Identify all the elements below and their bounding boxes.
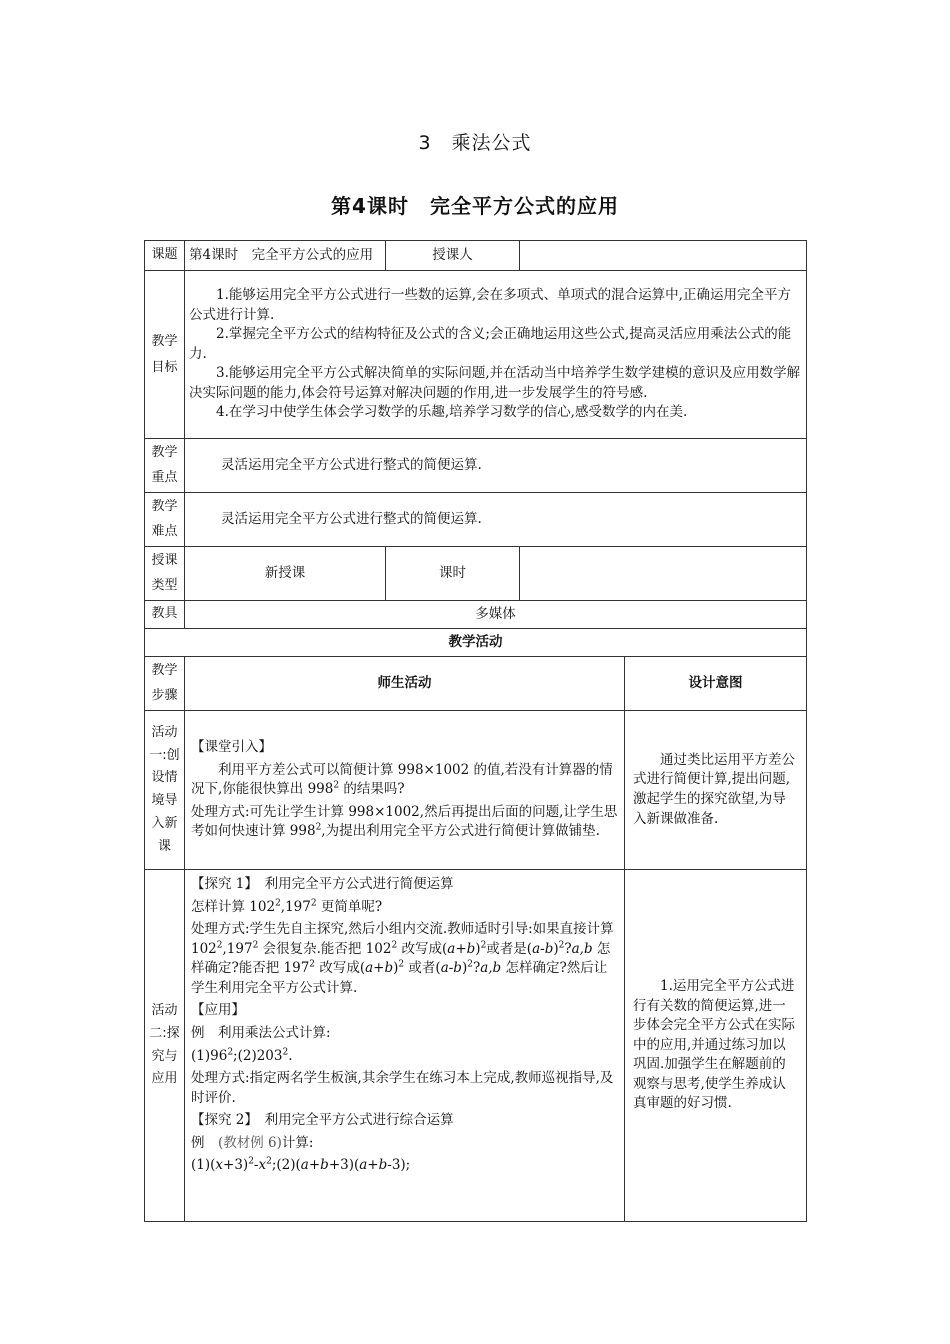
key-point-label: 教学重点 — [145, 439, 185, 493]
intent-header: 设计意图 — [625, 657, 807, 711]
topic-row — [145, 241, 807, 271]
activity1-label: 活动一:创设情境导入新课 — [145, 711, 185, 870]
goals-content — [185, 271, 807, 439]
explore2-problems: $(1)(x+3)^2-x^2;(2)(a+b+3)(a+b-3)$; — [191, 1156, 411, 1174]
activity2-intent: 1.运用完全平方公式进行有关数的简便运算,进一步体会完全平方公式在实际中的应用,并通过练习加以巩固.加强学生在解题前的观察与思考,使学生养成认真审题的好习惯. — [625, 870, 807, 1222]
hours-label: 课时 — [386, 547, 520, 601]
difficulty-text: 灵活运用完全平方公式进行整式的简便运算. — [185, 493, 807, 547]
goal-item: 1.能够运用完全平方公式进行一些数的运算,会在多项式、单项式的混合运算中,正确运用完全平方公式进行计算. — [189, 287, 791, 323]
explore1-heading: 【探究 1】 利用完全平方公式进行简便运算 — [191, 876, 454, 892]
activity1-intent: 通过类比运用平方差公式进行简便计算,提出问题,激起学生的探究欲望,为导入新课做准备. — [625, 711, 807, 870]
activity2-row — [145, 870, 807, 1222]
activity1-heading: 【课堂引入】 — [191, 739, 272, 756]
activities-header: 教学活动 — [145, 629, 807, 657]
goals-label: 教学目标 — [145, 271, 185, 439]
teacher-label: 授课人 — [386, 241, 520, 271]
goal-item: 2.掌握完全平方公式的结构特征及公式的含义;会正确地运用这些公式,提高灵活应用乘法公式的能力. — [189, 326, 792, 362]
difficulty-row — [145, 493, 807, 547]
chapter-title: 3 乘法公式 — [418, 132, 532, 154]
lesson-type-label: 授课类型 — [145, 547, 185, 601]
tools-value: 多媒体 — [185, 601, 807, 629]
explore2-example: 例 (教材例 6)计算: — [191, 1134, 314, 1151]
activity1-row — [145, 711, 807, 870]
lesson-title: 第4课时 完全平方公式的应用 — [331, 194, 619, 218]
activity1-p2: 处理方式:可先让学生计算 998×1002,然后再提出后面的问题,让学生思考如何快速计算 $998^2$,为提出利用完全平方公式进行简便计算做铺垫. — [191, 803, 618, 840]
activity1-content — [185, 711, 625, 870]
explore1-question: 怎样计算 $102^2,197^2$ 更简单呢? — [191, 898, 383, 915]
tools-label: 教具 — [145, 601, 185, 629]
activity1-p1: 利用平方差公式可以简便计算 998×1002 的值,若没有计算器的情况下,你能很快算出 $998^2$ 的结果吗? — [191, 761, 613, 798]
teacher-value — [520, 241, 807, 271]
activity2-content — [185, 870, 625, 1222]
key-point-text: 灵活运用完全平方公式进行整式的简便运算. — [185, 439, 807, 493]
goal-item: 4.在学习中使学生体会学习数学的乐趣,培养学习数学的信心,感受数学的内在美. — [216, 404, 688, 421]
explore2-heading: 【探究 2】 利用完全平方公式进行综合运算 — [191, 1112, 454, 1129]
activities-header-row — [145, 629, 807, 657]
difficulty-label: 教学难点 — [145, 493, 185, 547]
key-point-row — [145, 439, 807, 493]
apply-example: 例 利用乘法公式计算: — [191, 1024, 331, 1041]
activity-header: 师生活动 — [185, 657, 625, 711]
explore1-method: 处理方式:学生先自主探究,然后小组内交流.教师适时引导:如果直接计算 $102^2,197^2$ 会很复杂.能否把 $102^2$ 改写成$(a+b)^2$或者是$(a-b)^2?a,b$ 怎样确定?能否把 $197^2$ 改写成$(a+b)^2$ 或者$(a-b)^2?a,b$ 怎样确定?然后让学生利用完全平方公式计算. — [191, 921, 614, 996]
lesson-type-row — [145, 547, 807, 601]
topic-label: 课题 — [145, 241, 185, 271]
lesson-plan-table — [144, 240, 807, 1222]
goal-item: 3.能够运用完全平方公式解决简单的实际问题,并在活动当中培养学生数学建模的意识及应用数学解决实际问题的能力,体会符号运算对解决问题的作用,进一步发展学生的符号感. — [189, 365, 801, 401]
apply-heading: 【应用】 — [191, 1002, 245, 1019]
hours-value — [520, 547, 807, 601]
columns-row — [145, 657, 807, 711]
steps-header: 教学步骤 — [145, 657, 185, 711]
goals-row — [145, 271, 807, 439]
tools-row — [145, 601, 807, 629]
apply-problems: $(1)96^2;(2)203^2$. — [191, 1047, 293, 1064]
lesson-type-value: 新授课 — [185, 547, 386, 601]
topic-value: 第4课时 完全平方公式的应用 — [185, 241, 386, 271]
activity2-label: 活动二:探究与应用 — [145, 870, 185, 1222]
apply-method: 处理方式:指定两名学生板演,其余学生在练习本上完成,教师巡视指导,及时评价. — [191, 1070, 614, 1106]
